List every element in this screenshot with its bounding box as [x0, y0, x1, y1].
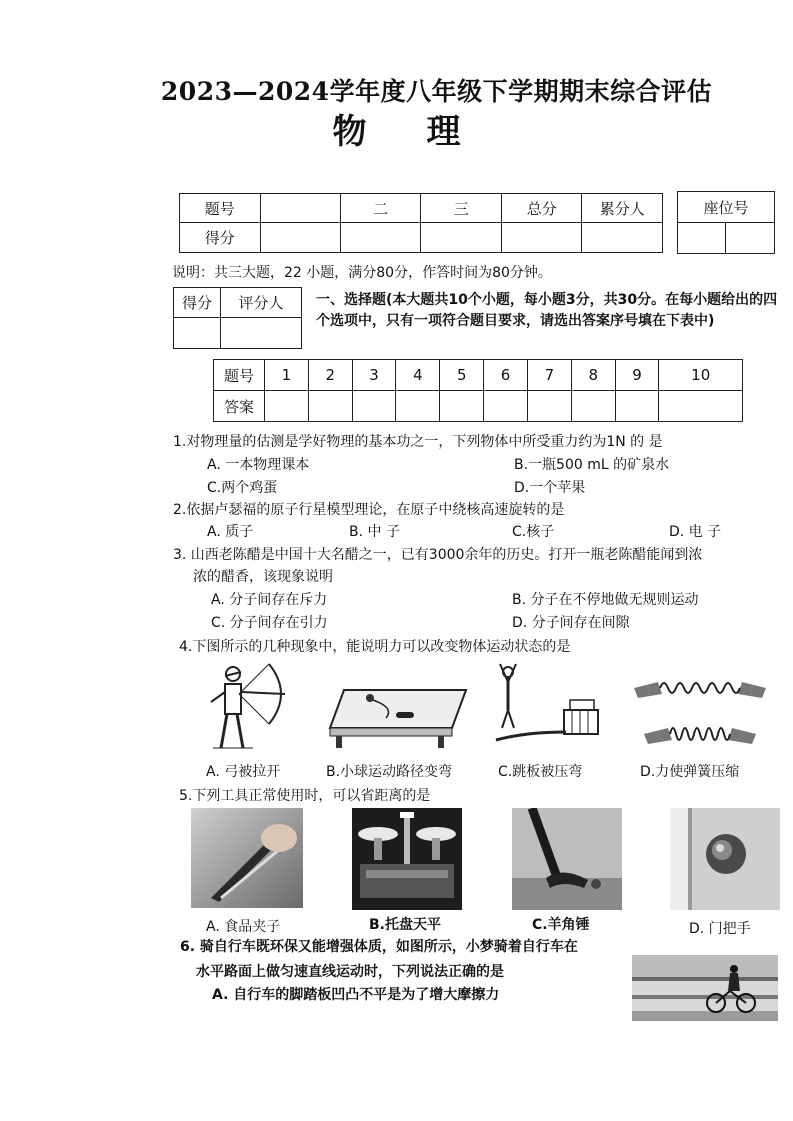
score-table-cell: 得分 — [180, 223, 261, 253]
score-table-cell: 三 — [421, 194, 502, 223]
answer-cell[interactable] — [571, 391, 615, 422]
answer-cell[interactable] — [440, 391, 484, 422]
answer-cell[interactable] — [527, 391, 571, 422]
seat-cell[interactable] — [726, 223, 775, 254]
grader-score-label: 得分 — [174, 288, 221, 318]
question-2-stem: 2.依据卢瑟福的原子行星模型理论，在原子中绕核高速旋转的是 — [173, 502, 565, 518]
question-1-stem: 1.对物理量的估测是学好物理的基本功之一，下列物体中所受重力约为1N 的 是 — [173, 434, 663, 450]
answer-cell[interactable] — [352, 391, 396, 422]
answer-number: 7 — [527, 360, 571, 391]
answer-number: 5 — [440, 360, 484, 391]
answer-cell[interactable] — [265, 391, 309, 422]
grader-score-cell[interactable] — [174, 318, 221, 349]
archer-bow-image — [203, 662, 293, 754]
subject-title: 物理 — [332, 112, 521, 152]
question-4-option-d: D.力使弹簧压缩 — [640, 764, 740, 780]
question-6-option-a: A. 自行车的脚踏板凹凸不平是为了增大摩擦力 — [212, 987, 500, 1003]
question-4-option-b: B.小球运动路径变弯 — [326, 764, 453, 780]
question-4-option-c: C.跳板被压弯 — [498, 764, 583, 780]
question-5-option-c: C.羊角锤 — [532, 917, 590, 933]
cyclist-photo — [632, 955, 778, 1021]
balance-scale-image — [352, 808, 462, 910]
score-table-cell: 二 — [340, 194, 421, 223]
score-table-cell[interactable] — [582, 223, 663, 253]
question-3-option-c: C. 分子间存在引力 — [211, 615, 328, 631]
question-4-stem: 4.下图所示的几种现象中，能说明力可以改变物体运动状态的是 — [179, 639, 571, 655]
answer-number: 10 — [659, 360, 743, 391]
question-3-stem: 3. 山西老陈醋是中国十大名醋之一，已有3000余年的历史。打开一瓶老陈醋能闻到浓 — [173, 547, 703, 563]
question-1-option-a: A. 一本物理课本 — [207, 457, 310, 473]
seat-label: 座位号 — [678, 192, 775, 223]
question-2-option-a: A. 质子 — [207, 524, 254, 540]
score-table — [179, 193, 663, 253]
question-5-stem: 5.下列工具正常使用时，可以省距离的是 — [179, 788, 431, 804]
question-6-stem-cont: 水平路面上做匀速直线运动时，下列说法正确的是 — [196, 964, 504, 980]
answer-cell[interactable] — [396, 391, 440, 422]
score-table-cell: 题号 — [180, 194, 261, 223]
answer-number: 9 — [615, 360, 659, 391]
question-1-option-d: D.一个苹果 — [514, 480, 586, 496]
answer-label: 答案 — [214, 391, 265, 422]
food-tongs-image — [191, 808, 303, 908]
section1-heading: 一、选择题(本大题共10个小题，每小题3分，共30分。在每小题给出的四个选项中，只有一项符合题目要求，请选出答案序号填在下表中) — [316, 292, 778, 329]
answer-header-label: 题号 — [214, 360, 265, 391]
question-1-option-c: C.两个鸡蛋 — [207, 480, 278, 496]
question-5-option-a: A. 食品夹子 — [206, 919, 281, 935]
answer-number: 3 — [352, 360, 396, 391]
score-table-cell[interactable] — [260, 223, 340, 253]
answer-cell[interactable] — [484, 391, 528, 422]
score-table-cell: 累分人 — [582, 194, 663, 223]
claw-hammer-image — [512, 808, 622, 910]
instructions: 说明：共三大题，22 小题，满分80分，作答时间为80分钟。 — [172, 265, 552, 281]
grader-name-cell[interactable] — [221, 318, 302, 349]
answer-cell[interactable] — [308, 391, 352, 422]
score-table-cell[interactable] — [340, 223, 421, 253]
answer-cell[interactable] — [659, 391, 743, 422]
answer-number: 2 — [308, 360, 352, 391]
question-2-option-c: C.核子 — [512, 524, 555, 540]
question-1-option-b: B.一瓶500 mL 的矿泉水 — [514, 457, 670, 473]
answer-cell[interactable] — [615, 391, 659, 422]
answer-table — [213, 359, 743, 422]
score-table-cell[interactable] — [421, 223, 502, 253]
question-3-option-b: B. 分子在不停地做无规则运动 — [512, 592, 699, 608]
question-3-option-d: D. 分子间存在间隙 — [512, 615, 630, 631]
question-3-stem-cont: 浓的醋香，该现象说明 — [193, 569, 333, 585]
seat-table — [677, 191, 775, 254]
grader-box — [173, 287, 302, 349]
question-5-option-d: D. 门把手 — [689, 921, 751, 937]
answer-number: 6 — [484, 360, 528, 391]
question-2-option-d: D. 电 子 — [669, 524, 722, 540]
question-6-stem: 6. 骑自行车既环保又能增强体质，如图所示，小梦骑着自行车在 — [180, 939, 578, 955]
question-3-option-a: A. 分子间存在斥力 — [211, 592, 328, 608]
question-5-option-b: B.托盘天平 — [369, 917, 441, 933]
question-2-option-b: B. 中 子 — [349, 524, 400, 540]
door-handle-image — [670, 808, 780, 910]
answer-number: 1 — [265, 360, 309, 391]
spring-compression-image — [630, 664, 770, 756]
grader-name-label: 评分人 — [221, 288, 302, 318]
score-table-cell — [260, 194, 340, 223]
answer-number: 8 — [571, 360, 615, 391]
exam-title: 2023—2024学年度八年级下学期期末综合评估 — [160, 77, 713, 106]
question-4-option-a: A. 弓被拉开 — [206, 764, 281, 780]
ball-track-image — [326, 670, 471, 750]
score-table-cell[interactable] — [501, 223, 582, 253]
answer-number: 4 — [396, 360, 440, 391]
seat-cell[interactable] — [678, 223, 726, 254]
diving-board-image — [486, 660, 601, 755]
score-table-cell: 总分 — [501, 194, 582, 223]
